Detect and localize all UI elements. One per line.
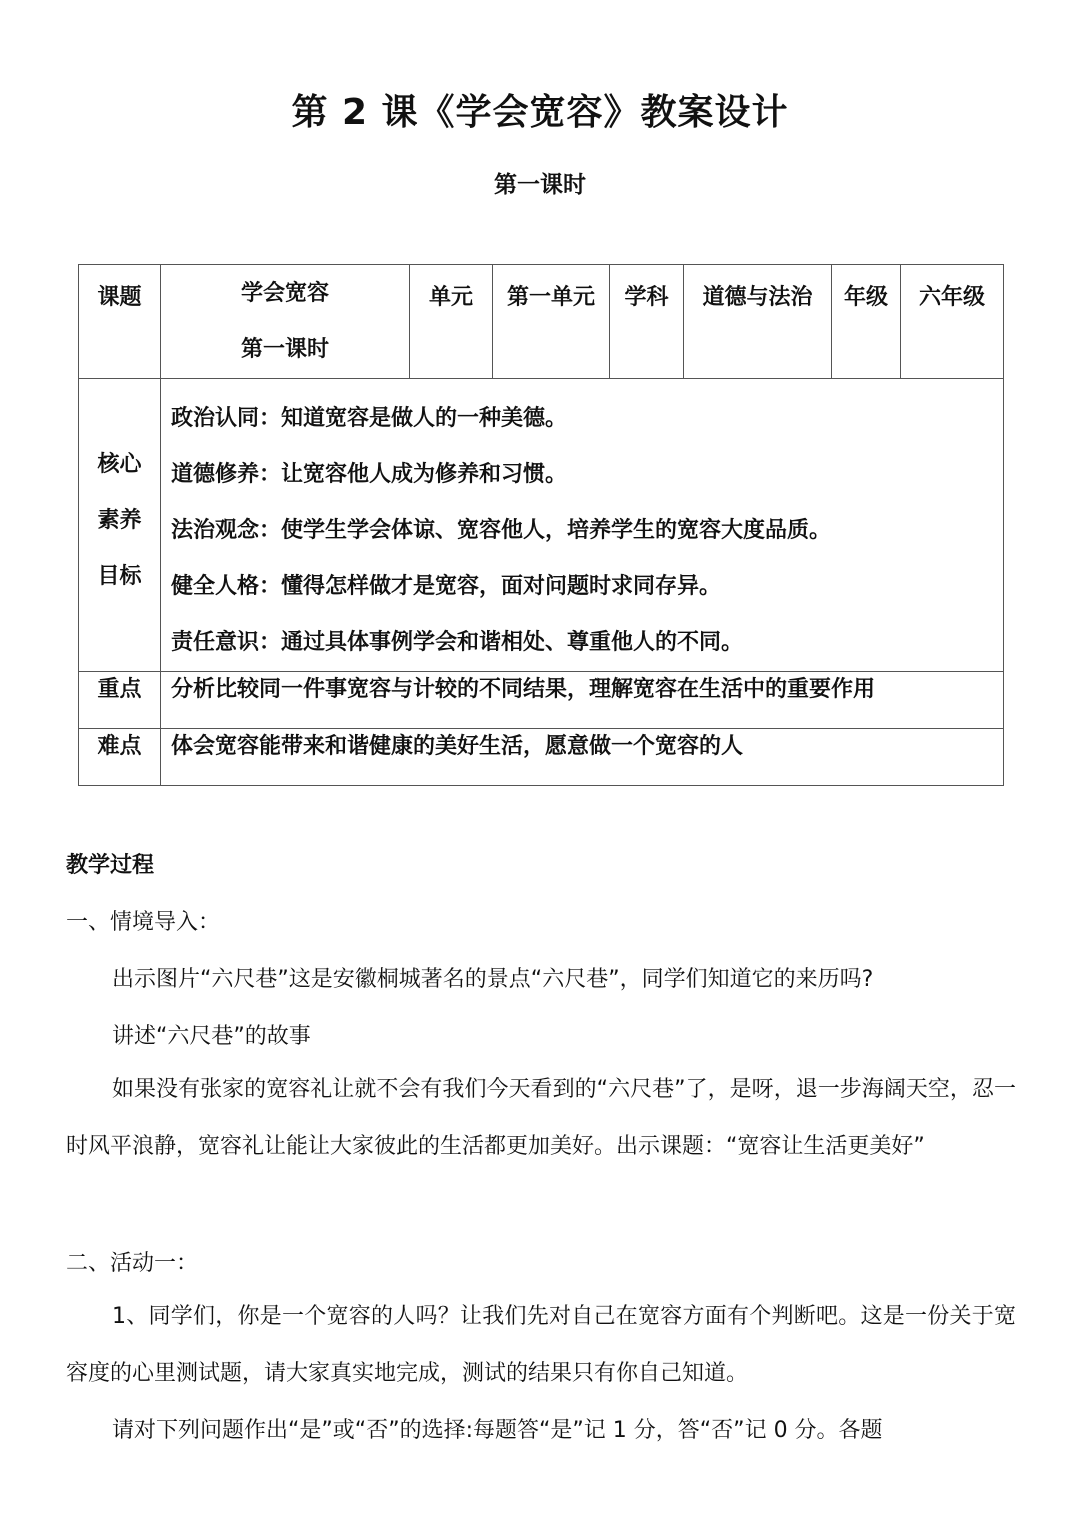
key-value-cell xyxy=(161,672,1004,729)
difficulty-label-cell xyxy=(79,729,161,786)
goal-item: 责任意识：通过具体事例学会和谐相处、尊重他人的不同。 xyxy=(171,630,744,655)
goal-item: 法治观念：使学生学会体谅、宽容他人，培养学生的宽容大度品质。 xyxy=(171,518,832,543)
grade-value: 六年级 xyxy=(918,285,985,310)
section2-paragraph2: 请对下列问题作出“是”或“否”的选择:每题答“是”记 1 分，答“否”记 0 分。各题 xyxy=(112,1418,883,1443)
topic-label-cell xyxy=(79,265,161,379)
grade-label-cell xyxy=(832,265,901,379)
grade-value-cell xyxy=(901,265,1004,379)
table-row-header xyxy=(79,265,1004,379)
unit-value-cell xyxy=(493,265,610,379)
topic-value-cell xyxy=(161,265,410,379)
key-value: 分析比较同一件事宽容与计较的不同结果，理解宽容在生活中的重要作用 xyxy=(171,677,876,702)
core-label-line1: 核心 xyxy=(97,452,142,477)
key-label-cell xyxy=(79,672,161,729)
section2-paragraph1: 1、同学们，你是一个宽容的人吗？让我们先对自己在宽容方面有个判断吧。这是一份关于宽容度的心里测试题，请大家真实地完成，测试的结果只有你自己知道。 xyxy=(66,1304,1016,1386)
difficulty-label: 难点 xyxy=(97,734,142,759)
difficulty-value-cell xyxy=(161,729,1004,786)
goal-item: 政治认同：知道宽容是做人的一种美德。 xyxy=(171,406,568,431)
core-label-cell xyxy=(79,379,161,672)
topic-value-line2: 第一课时 xyxy=(240,337,329,362)
section1-paragraph: 如果没有张家的宽容礼让就不会有我们今天看到的“六尺巷”了，是呀，退一步海阔天空，忍一时风平浪静，宽容礼让能让大家彼此的生活都更加美好。出示课题：“宽容让生活更美好” xyxy=(66,1077,1016,1159)
section1-title: 一、情境导入： xyxy=(66,910,221,935)
core-label-line2: 素养 xyxy=(97,508,142,533)
table-row-key-point xyxy=(79,672,1004,729)
subject-value: 道德与法治 xyxy=(702,285,813,310)
section1-line2: 讲述“六尺巷”的故事 xyxy=(112,1024,311,1049)
subject-label-cell xyxy=(610,265,684,379)
core-goals-cell xyxy=(161,379,1004,672)
subject-label: 学科 xyxy=(624,285,669,310)
subject-value-cell xyxy=(684,265,832,379)
section2-title: 二、活动一： xyxy=(66,1251,199,1276)
goal-item: 健全人格：懂得怎样做才是宽容，面对问题时求同存异。 xyxy=(171,574,722,599)
table-row-core-goals xyxy=(79,379,1004,672)
document-title: 第 2 课《学会宽容》教案设计 xyxy=(291,92,789,133)
unit-label-cell xyxy=(410,265,493,379)
lesson-info-table xyxy=(78,264,1004,786)
unit-label: 单元 xyxy=(428,285,473,310)
topic-label: 课题 xyxy=(97,285,142,310)
grade-label: 年级 xyxy=(843,285,888,310)
section1-line1: 出示图片“六尺巷”这是安徽桐城著名的景点“六尺巷”，同学们知道它的来历吗? xyxy=(112,967,874,992)
document-subtitle: 第一课时 xyxy=(494,172,586,198)
core-label-line3: 目标 xyxy=(97,564,142,589)
difficulty-value: 体会宽容能带来和谐健康的美好生活，愿意做一个宽容的人 xyxy=(171,734,744,759)
goal-item: 道德修养：让宽容他人成为修养和习惯。 xyxy=(171,462,568,487)
teaching-process-heading: 教学过程 xyxy=(66,853,155,878)
table-row-difficulty xyxy=(79,729,1004,786)
key-label: 重点 xyxy=(97,677,142,702)
unit-value: 第一单元 xyxy=(506,285,595,310)
topic-value-line1: 学会宽容 xyxy=(240,281,329,306)
